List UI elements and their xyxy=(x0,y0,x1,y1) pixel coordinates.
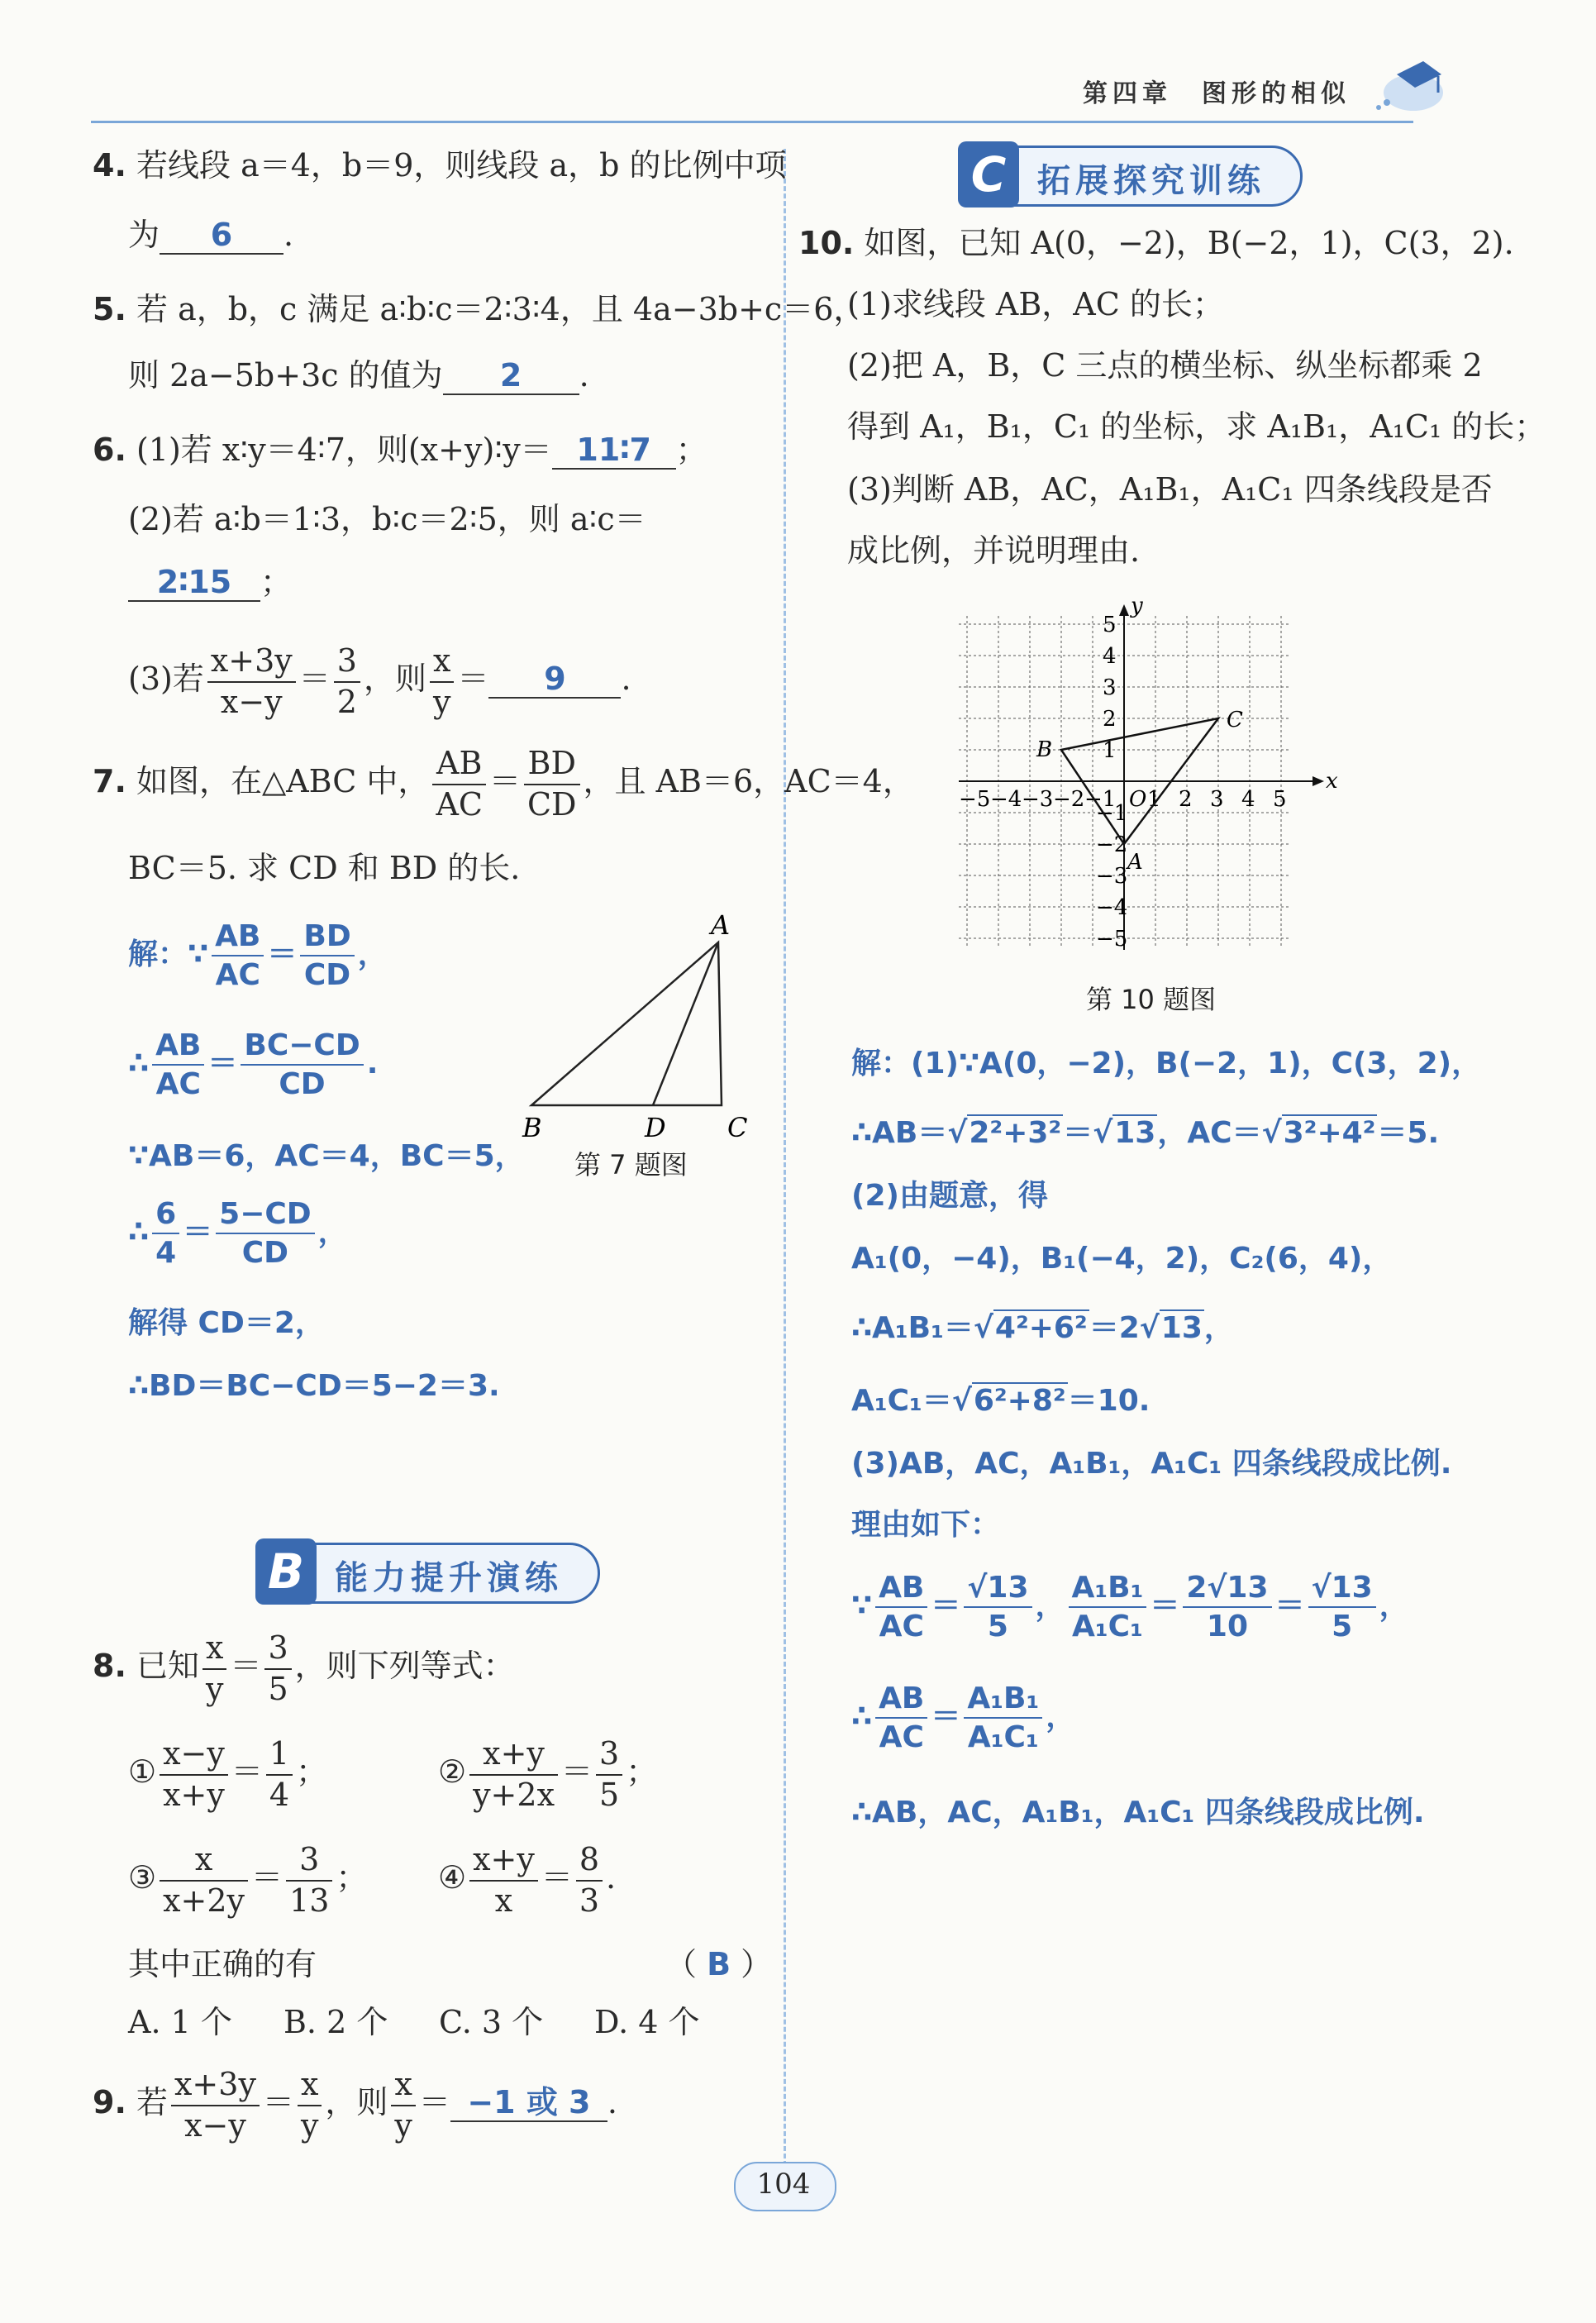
y-tick-label: −2 xyxy=(1096,832,1128,857)
numerator: 3 xyxy=(334,642,360,683)
numerator: x+3y xyxy=(171,2065,260,2106)
answer-blank: −1 或 3 xyxy=(450,2086,607,2122)
header-rule xyxy=(91,121,1413,123)
denominator: x−y xyxy=(220,683,283,720)
fraction xyxy=(171,2065,260,2145)
punct: ＝ xyxy=(931,1700,961,1734)
question-text: ，则 xyxy=(363,661,426,697)
fraction xyxy=(212,918,264,994)
numerator: A₁B₁ xyxy=(964,1680,1042,1719)
denominator: 5 xyxy=(268,1670,288,1707)
q8-option-1: ① $\frac{x-y}{x+y}$ ＝ $\frac{1}{4}$ ； xyxy=(128,1734,327,1815)
q10-part3a xyxy=(847,471,1493,509)
numerator: AB xyxy=(432,744,486,785)
point-b-label: B xyxy=(1036,737,1053,762)
question-5-line2 xyxy=(128,357,589,395)
numerator: 3 xyxy=(264,1629,291,1670)
fraction xyxy=(152,1195,179,1271)
punct: ； xyxy=(296,1753,328,1790)
fraction xyxy=(875,1680,927,1756)
point-a-label: A xyxy=(1127,850,1143,875)
option-marker: ③ xyxy=(128,1859,157,1896)
section-b-banner xyxy=(256,1543,600,1604)
q10-solution-3 xyxy=(851,1172,1048,1214)
numerator: x+y xyxy=(469,1734,558,1776)
q7-solution-1 xyxy=(128,918,388,994)
numerator: 1 xyxy=(266,1734,293,1776)
punct: ； xyxy=(336,1859,368,1896)
fraction xyxy=(469,1840,538,1920)
denominator: x−y xyxy=(184,2106,246,2144)
fraction xyxy=(207,642,296,722)
numerator: x xyxy=(298,2065,322,2106)
radicand: 6²+8² xyxy=(973,1384,1066,1418)
punct: ； xyxy=(260,564,293,600)
numerator: x xyxy=(430,642,454,683)
numerator: x xyxy=(160,1840,248,1882)
fraction xyxy=(152,1027,204,1103)
numerator: 5−CD xyxy=(216,1195,315,1234)
question-text: 若 xyxy=(136,2084,168,2120)
denominator: CD xyxy=(241,1236,289,1270)
answer-blank: 9 xyxy=(488,662,621,699)
answer-blank: 2 xyxy=(443,359,579,395)
solution-text: ∴AB＝ xyxy=(851,1116,948,1150)
question-number: 9. xyxy=(93,2084,126,2120)
y-tick-label: −5 xyxy=(1096,927,1128,952)
fraction xyxy=(298,2065,322,2145)
question-6-part1 xyxy=(93,432,707,470)
choice-b: B. 2 个 xyxy=(283,2004,388,2040)
q8-answer: （ B ） xyxy=(665,1946,773,1982)
punct: . xyxy=(366,1047,379,1080)
q10-part2b xyxy=(847,408,1546,446)
denominator: AC xyxy=(215,958,260,992)
fraction xyxy=(216,1195,315,1271)
q8-option-2: ② $\frac{x+y}{y+2x}$ ＝ $\frac{3}{5}$ ； xyxy=(438,1734,657,1815)
question-text: 为 xyxy=(128,217,160,253)
section-b-title: 能力提升演练 xyxy=(335,1559,563,1597)
segment-ad xyxy=(653,942,718,1105)
question-4-line2 xyxy=(128,217,293,255)
choice-c: C. 3 个 xyxy=(439,2004,544,2040)
solution-text: ＝2 xyxy=(1089,1311,1140,1345)
label-a: A xyxy=(711,909,731,941)
q10-solution-1 xyxy=(851,1040,1481,1082)
punct: ＝ xyxy=(1063,1116,1093,1150)
q8-choices xyxy=(128,2004,700,2042)
question-number: 7. xyxy=(93,763,126,799)
fraction xyxy=(286,1840,332,1920)
point-c-label: C xyxy=(1227,708,1243,732)
numerator: x xyxy=(391,2065,415,2106)
denominator: y xyxy=(432,683,451,720)
punct: ＝ xyxy=(298,661,331,697)
q7-figure-caption: 第 7 题图 xyxy=(574,1149,688,1181)
question-number: 4. xyxy=(93,147,126,184)
x-tick-label: −4 xyxy=(990,787,1022,812)
x-tick-label: −1 xyxy=(1084,787,1117,812)
question-text: 已知 xyxy=(136,1648,199,1684)
denominator: 5 xyxy=(987,1610,1008,1643)
fraction xyxy=(160,1734,228,1815)
solution-text: ∴AB，AC，A₁B₁，A₁C₁ 四条线段成比例. xyxy=(851,1796,1425,1829)
punct: . xyxy=(607,2084,617,2120)
fraction xyxy=(576,1840,603,1920)
punct: ＝ xyxy=(1150,1589,1180,1623)
punct: ＝ xyxy=(183,1215,213,1249)
numerator: AB xyxy=(875,1569,927,1608)
denominator: x+2y xyxy=(163,1882,245,1919)
x-tick-label: 5 xyxy=(1273,787,1287,812)
answer-blank: 11∶7 xyxy=(552,433,676,470)
question-text: (2)若 a∶b＝1∶3，b∶c＝2∶5，则 a∶c＝ xyxy=(128,501,646,537)
section-c-title: 拓展探究训练 xyxy=(1037,162,1265,200)
fraction xyxy=(430,642,454,722)
option-marker: ② xyxy=(438,1753,467,1790)
numerator: 2√13 xyxy=(1183,1569,1271,1608)
q7-triangle-figure xyxy=(521,909,769,1157)
solution-text: (2)由题意，得 xyxy=(851,1179,1048,1213)
fraction xyxy=(964,1680,1042,1756)
denominator: 5 xyxy=(1332,1610,1353,1643)
fraction xyxy=(160,1840,248,1920)
question-text: ，则 xyxy=(325,2084,388,2120)
punct: ＝ xyxy=(457,661,489,697)
q10-solution-7 xyxy=(851,1440,1451,1482)
q10-part2a xyxy=(847,347,1483,385)
y-tick-label: 4 xyxy=(1103,644,1117,669)
denominator: 13 xyxy=(289,1882,330,1919)
question-6-part3 xyxy=(128,642,631,722)
solution-text: ∵AB＝6，AC＝4，BC＝5， xyxy=(128,1139,525,1173)
solution-text: 解：∵ xyxy=(128,937,209,971)
y-axis-label: y xyxy=(1131,594,1143,618)
question-10 xyxy=(798,225,1514,263)
solution-text: ，AC＝ xyxy=(1157,1116,1262,1150)
denominator: 3 xyxy=(579,1882,600,1919)
q10-solution-5: ∴A₁B₁＝√4²+6²＝2√13， xyxy=(851,1311,1234,1345)
denominator: 10 xyxy=(1206,1610,1249,1643)
solution-text: 理由如下： xyxy=(851,1508,1001,1542)
question-number: 8. xyxy=(93,1648,126,1684)
question-4 xyxy=(93,147,787,185)
numerator: √13 xyxy=(964,1569,1031,1608)
y-tick-label: 1 xyxy=(1103,738,1117,763)
numerator: BD xyxy=(300,918,354,956)
question-text: 若 a，b，c 满足 a∶b∶c＝2∶3∶4，且 4a−3b+c＝6， xyxy=(136,291,865,327)
label-d: D xyxy=(645,1112,666,1143)
punct: ， xyxy=(1379,1589,1409,1623)
denominator: y xyxy=(394,2106,412,2144)
chapter-header: 第四章 图形的相似 xyxy=(1083,79,1351,108)
q10-figure-caption: 第 10 题图 xyxy=(1086,984,1217,1015)
numerator: AB xyxy=(152,1027,204,1066)
x-tick-label: 1 xyxy=(1147,787,1161,812)
q8-prompt xyxy=(128,1946,317,1984)
q8-option-4: ④ $\frac{x+y}{x}$ ＝ $\frac{8}{3}$ . xyxy=(438,1840,616,1920)
x-tick-label: 2 xyxy=(1179,787,1193,812)
question-text: (2)把 A，B，C 三点的横坐标、纵坐标都乘 2 xyxy=(847,347,1483,384)
q10-part3b xyxy=(847,532,1140,570)
denominator: AC xyxy=(436,785,483,823)
q7-solution-6 xyxy=(128,1362,500,1405)
q10-solution-11 xyxy=(851,1789,1425,1831)
answer-blank: 6 xyxy=(160,218,283,255)
origin-label: O xyxy=(1129,787,1147,812)
solution-text: ∴A₁B₁＝ xyxy=(851,1311,974,1345)
section-b-badge: B xyxy=(255,1538,317,1605)
x-tick-label: 4 xyxy=(1241,787,1255,812)
punct: ＝ xyxy=(207,1047,238,1080)
denominator: A₁C₁ xyxy=(1072,1610,1143,1643)
question-text: 如图，已知 A(0，−2)，B(−2，1)，C(3，2). xyxy=(864,225,1514,261)
punct: ， xyxy=(1046,1700,1076,1734)
numerator: 3 xyxy=(596,1734,622,1776)
answer-blank: 2∶15 xyxy=(128,565,260,602)
question-number: 10. xyxy=(798,225,855,261)
numerator: 6 xyxy=(152,1195,179,1234)
numerator: BC−CD xyxy=(241,1027,363,1066)
denominator: 4 xyxy=(269,1776,290,1813)
denominator: CD xyxy=(303,958,351,992)
column-divider xyxy=(784,149,786,2166)
solution-text: A₁(0，−4)，B₁(−4，2)，C₂(6，4)， xyxy=(851,1242,1393,1276)
radicand: 4²+6² xyxy=(994,1311,1088,1345)
q10-solution-8 xyxy=(851,1501,1000,1543)
denominator: 4 xyxy=(155,1236,177,1270)
question-number: 5. xyxy=(93,291,126,327)
y-tick-label: 5 xyxy=(1103,613,1117,637)
question-text: (3)若 xyxy=(128,661,204,697)
question-8: 8. 已知 $\frac{x}{y}$ ＝ $\frac{3}{5}$ ，则下列等式： xyxy=(93,1629,515,1709)
question-text: 如图，在△ABC 中， xyxy=(136,763,430,799)
fraction xyxy=(1069,1569,1147,1645)
fraction xyxy=(241,1027,363,1103)
question-text: (3)判断 AB，AC，A₁B₁，A₁C₁ 四条线段是否 xyxy=(847,471,1493,508)
x-tick-label: −5 xyxy=(959,787,991,812)
punct: ＝ xyxy=(931,1589,961,1623)
q8-option-3: ③ $\frac{x}{x+2y}$ ＝ $\frac{3}{13}$ ； xyxy=(128,1840,367,1920)
numerator: AB xyxy=(875,1680,927,1719)
question-7-line2 xyxy=(128,850,520,888)
fraction xyxy=(391,2065,415,2145)
denominator: x xyxy=(494,1882,513,1919)
q10-solution-6: A₁C₁＝√6²+8²＝10. xyxy=(851,1384,1151,1418)
solution-text: ∴BD＝BC−CD＝5−2＝3. xyxy=(128,1369,500,1403)
fraction xyxy=(202,1629,226,1709)
y-tick-label: 3 xyxy=(1103,675,1117,700)
numerator: 3 xyxy=(286,1840,332,1882)
numerator: BD xyxy=(524,744,580,785)
y-tick-label: −3 xyxy=(1096,864,1128,889)
question-9: 9. 若 $\frac{x+3y}{x-y}$ ＝ $\frac{x}{y}$ ，则 $\frac{x}{y}$ ＝ −1 或 3 . xyxy=(93,2065,617,2145)
punct: . xyxy=(606,1859,617,1896)
x-tick-label: 3 xyxy=(1210,787,1224,812)
page-number: 104 xyxy=(756,2168,811,2201)
question-text: 其中正确的有 xyxy=(128,1946,317,1982)
punct: ， xyxy=(1203,1311,1234,1345)
punct: ＝ xyxy=(1274,1589,1305,1623)
punct: . xyxy=(621,661,631,697)
choice-a: A. 1 个 xyxy=(128,2004,232,2040)
radicand: 2²+3² xyxy=(969,1116,1062,1150)
numerator: x+3y xyxy=(207,642,296,683)
q7-solution-4 xyxy=(128,1195,348,1271)
fraction xyxy=(300,918,354,994)
fraction xyxy=(266,1734,293,1815)
solution-text: ＝5. xyxy=(1377,1116,1440,1150)
fraction xyxy=(596,1734,622,1815)
question-text: (1)求线段 AB，AC 的长； xyxy=(847,286,1224,322)
question-text: 成比例，并说明理由. xyxy=(847,532,1141,569)
answer-choice: B xyxy=(707,1946,731,1982)
numerator: x+y xyxy=(469,1840,538,1882)
label-b: B xyxy=(522,1112,542,1143)
header-decoration-icon xyxy=(1372,50,1446,116)
fraction xyxy=(964,1569,1031,1645)
question-text: ，且 AB＝6，AC＝4， xyxy=(583,763,914,799)
section-c-badge: C xyxy=(958,141,1019,207)
fraction xyxy=(1308,1569,1376,1645)
numerator: A₁B₁ xyxy=(1069,1569,1147,1608)
solution-text: (3)AB，AC，A₁B₁，A₁C₁ 四条线段成比例. xyxy=(851,1447,1452,1481)
punct: ； xyxy=(675,432,707,468)
q10-solution-2: ∴AB＝√2²+3²＝√13，AC＝√3²+4²＝5. xyxy=(851,1116,1440,1150)
q7-solution-3 xyxy=(128,1133,525,1175)
question-text: 若线段 a＝4，b＝9，则线段 a，b 的比例中项 xyxy=(136,147,787,184)
fraction xyxy=(469,1734,558,1815)
y-tick-label: −1 xyxy=(1096,801,1128,826)
denominator: CD xyxy=(526,785,577,823)
question-text: BC＝5. 求 CD 和 BD 的长. xyxy=(128,850,521,886)
q7-solution-2 xyxy=(128,1027,378,1103)
denominator: AC xyxy=(155,1067,201,1101)
solution-text: A₁C₁＝ xyxy=(851,1384,952,1418)
question-6-part2 xyxy=(128,501,646,539)
numerator: AB xyxy=(212,918,264,956)
denominator: y+2x xyxy=(473,1776,555,1813)
punct: ， xyxy=(357,937,388,971)
fraction xyxy=(524,744,580,824)
denominator: AC xyxy=(879,1720,924,1754)
denominator: A₁C₁ xyxy=(967,1720,1039,1754)
radicand: 3²+4² xyxy=(1283,1116,1376,1150)
fraction xyxy=(334,642,360,722)
denominator: y xyxy=(300,2106,319,2144)
solution-text: ∴ xyxy=(128,1215,150,1249)
solution-text: ∵ xyxy=(851,1589,873,1623)
question-6-part2-answer xyxy=(128,564,292,602)
punct: ＝ xyxy=(267,937,298,971)
solution-text: ∴ xyxy=(128,1047,150,1080)
numerator: √13 xyxy=(1308,1569,1376,1608)
x-axis-arrow-icon xyxy=(1313,776,1324,786)
denominator: AC xyxy=(879,1610,924,1643)
option-marker: ④ xyxy=(438,1859,467,1896)
question-text: 得到 A₁，B₁，C₁ 的坐标，求 A₁B₁，A₁C₁ 的长； xyxy=(847,408,1546,445)
fraction xyxy=(432,744,486,824)
numerator: 8 xyxy=(576,1840,603,1882)
punct: . xyxy=(283,217,294,253)
q10-part1 xyxy=(847,286,1224,324)
x-tick-label: −2 xyxy=(1053,787,1085,812)
radicand: 13 xyxy=(1114,1116,1156,1150)
question-text: 则 2a−5b+3c 的值为 xyxy=(128,357,443,394)
punct: . xyxy=(579,357,589,394)
y-tick-label: 2 xyxy=(1103,707,1117,732)
question-number: 6. xyxy=(93,432,126,468)
punct: ＝ xyxy=(488,763,521,799)
q10-solution-10 xyxy=(851,1680,1075,1756)
triangle-abc xyxy=(531,942,722,1105)
question-7 xyxy=(93,744,914,824)
punct: ， xyxy=(1035,1589,1065,1623)
x-axis-label: x xyxy=(1326,769,1338,794)
solution-text: 解：(1)∵A(0，−2)，B(−2，1)，C(3，2)， xyxy=(851,1047,1482,1080)
numerator: x xyxy=(202,1629,226,1670)
fraction xyxy=(1183,1569,1271,1645)
solution-text: ∴ xyxy=(851,1700,873,1734)
denominator: x+y xyxy=(163,1776,225,1813)
denominator: 5 xyxy=(599,1776,620,1813)
radicand: 13 xyxy=(1160,1311,1203,1345)
fraction xyxy=(875,1569,927,1645)
denominator: y xyxy=(206,1670,224,1707)
denominator: 2 xyxy=(336,683,357,720)
solution-text: ＝10. xyxy=(1067,1384,1151,1418)
choice-d: D. 4 个 xyxy=(594,2004,700,2040)
q7-solution-5 xyxy=(128,1300,325,1342)
punct: ， xyxy=(317,1215,348,1249)
option-marker: ① xyxy=(128,1753,157,1790)
label-c: C xyxy=(727,1112,748,1143)
denominator: CD xyxy=(279,1067,326,1101)
x-tick-label: −3 xyxy=(1022,787,1054,812)
solution-text: 解得 CD＝2， xyxy=(128,1306,325,1340)
q10-solution-9 xyxy=(851,1569,1409,1645)
question-text: ，则下列等式： xyxy=(294,1648,515,1684)
section-c-banner xyxy=(959,145,1303,207)
q10-coordinate-figure xyxy=(959,583,1355,971)
fraction xyxy=(264,1629,291,1709)
question-text: (1)若 x∶y＝4∶7，则(x+y)∶y＝ xyxy=(136,432,552,468)
question-5 xyxy=(93,291,865,329)
punct: ； xyxy=(626,1753,658,1790)
y-axis-arrow-icon xyxy=(1119,604,1129,616)
q10-solution-4 xyxy=(851,1235,1392,1277)
y-tick-label: −4 xyxy=(1096,895,1128,920)
numerator: x−y xyxy=(160,1734,228,1776)
